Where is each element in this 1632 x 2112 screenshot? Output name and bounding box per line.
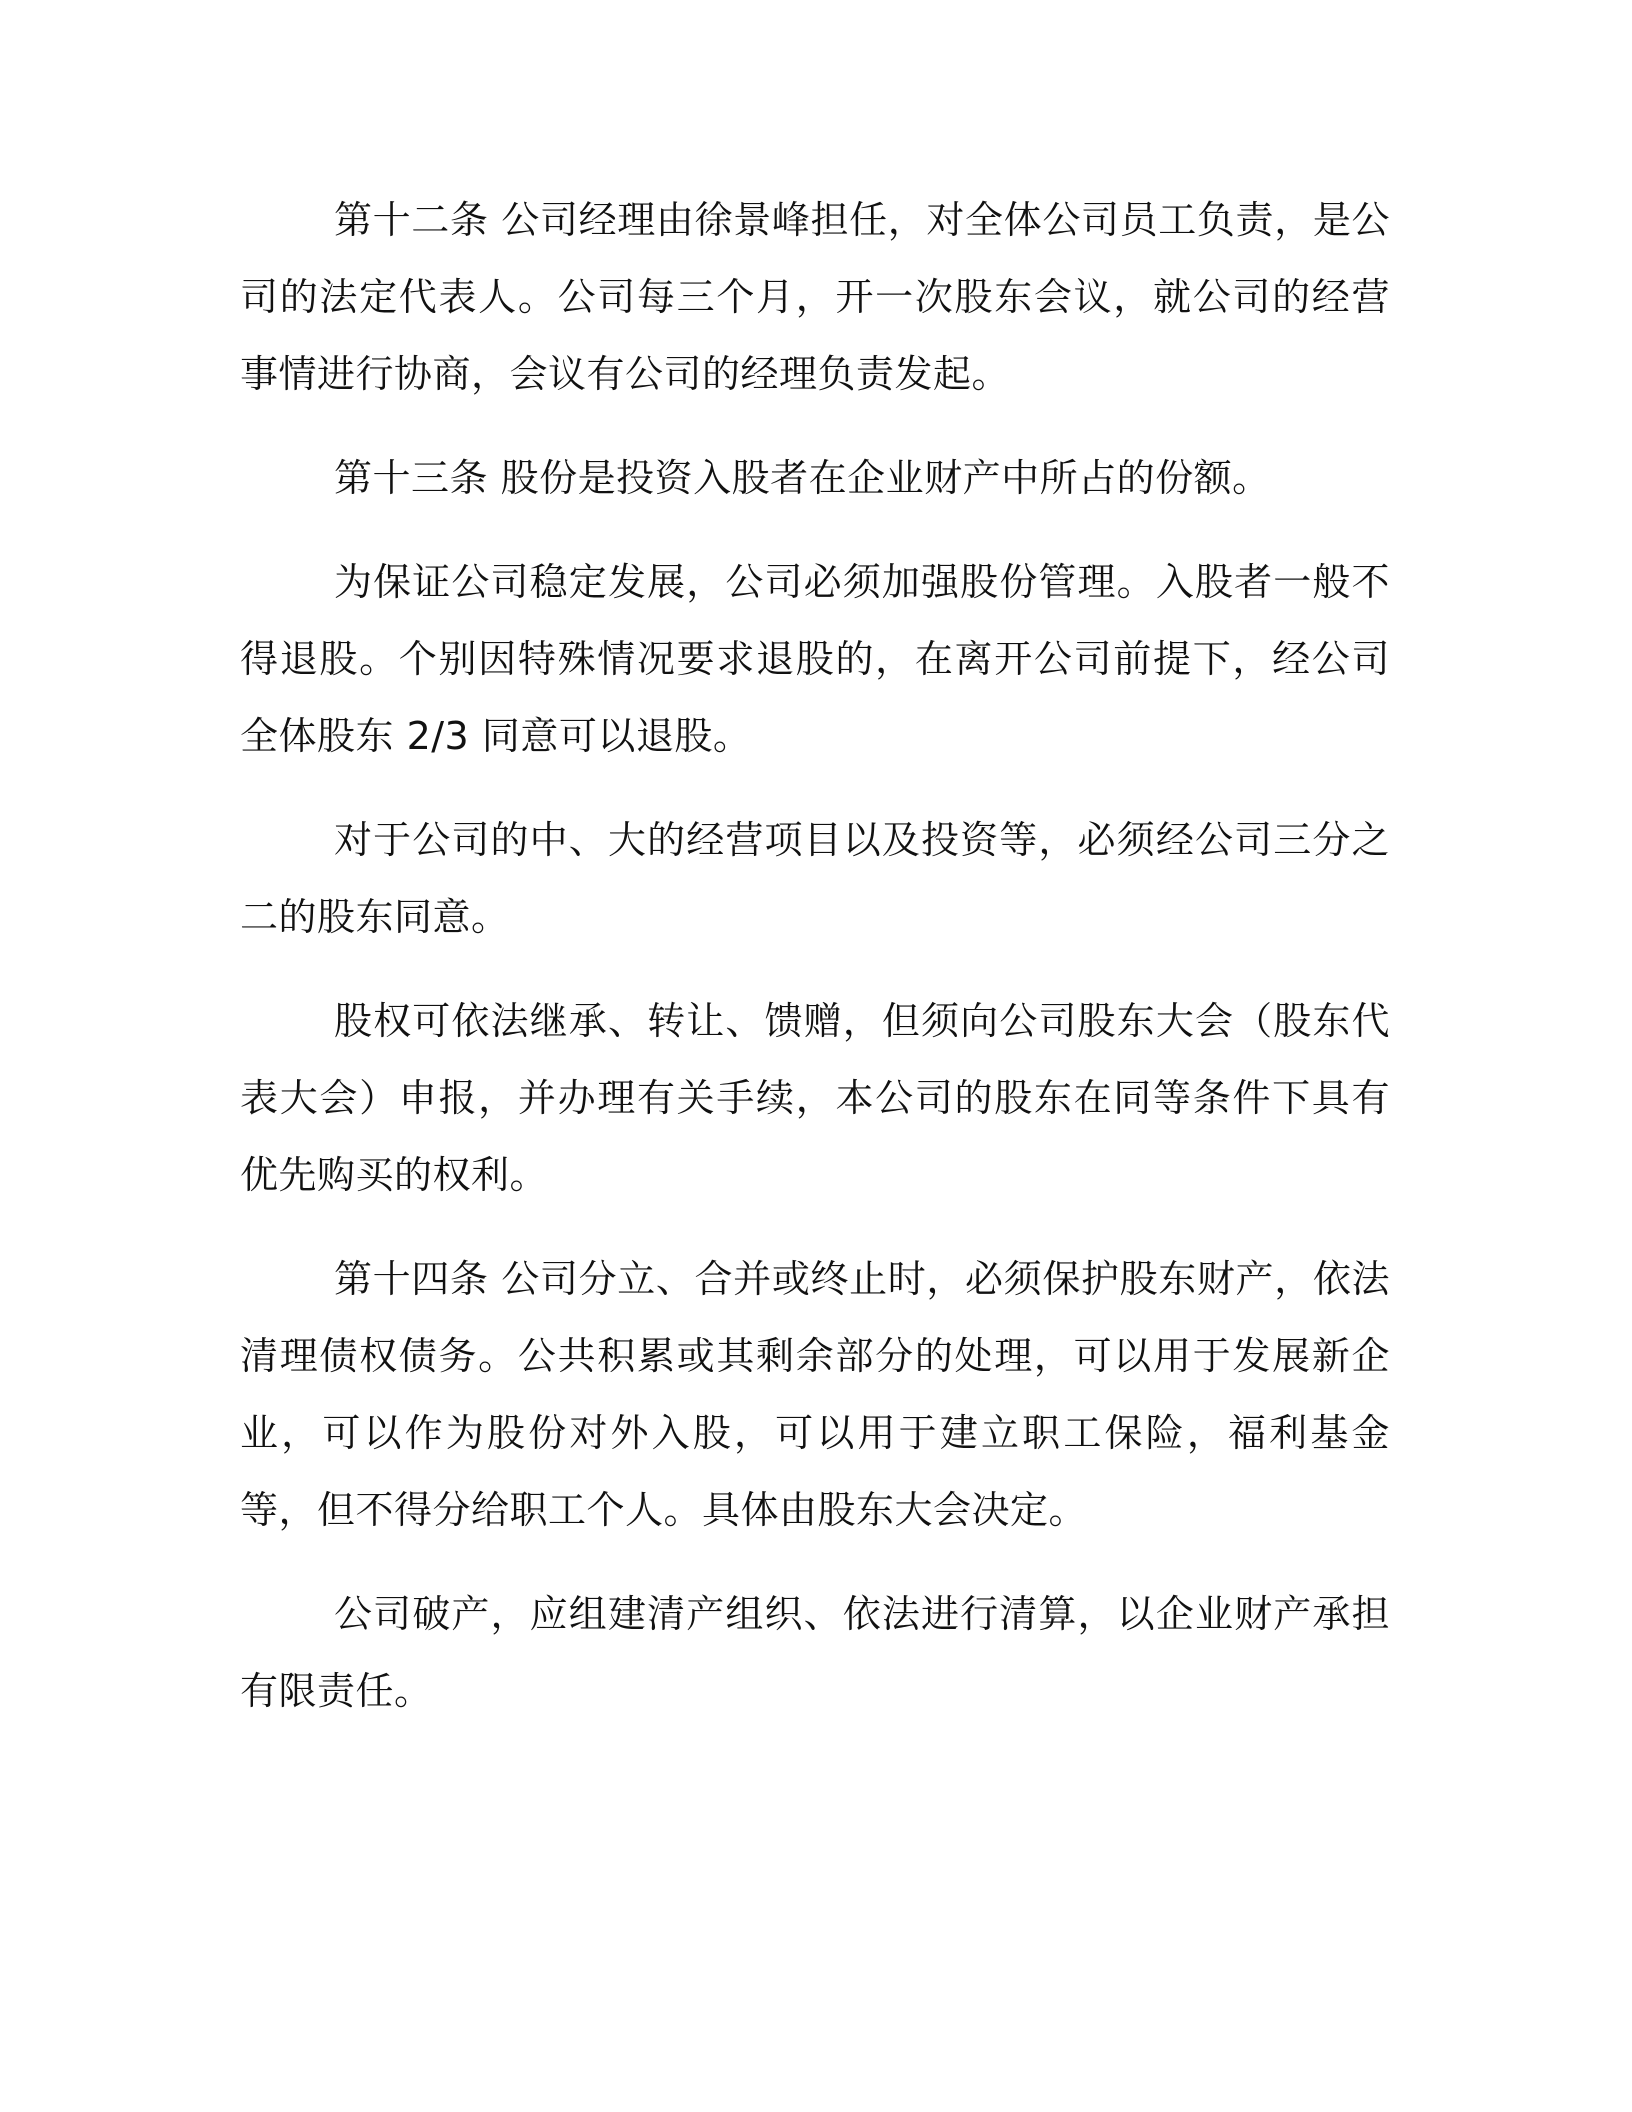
paragraph-share-management: 为保证公司稳定发展，公司必须加强股份管理。入股者一般不得退股。个别因特殊情况要求退股的，在离开公司前提下，经公司全体股东 2/3 同意可以退股。 — [240, 560, 1390, 758]
paragraph-article-12: 第十二条 公司经理由徐景峰担任，对全体公司员工负责，是公司的法定代表人。公司每三个月，开一次股东会议，就公司的经营事情进行协商，会议有公司的经理负责发起。 — [240, 198, 1390, 396]
paragraph-article-13: 第十三条 股份是投资入股者在企业财产中所占的份额。 — [334, 456, 1271, 500]
paragraph-major-projects: 对于公司的中、大的经营项目以及投资等，必须经公司三分之二的股东同意。 — [240, 818, 1390, 939]
paragraph-article-14: 第十四条 公司分立、合并或终止时，必须保护股东财产，依法清理债权债务。公共积累或其剩余部分的处理，可以用于发展新企业，可以作为股份对外入股，可以用于建立职工保险，福利基金等，但不得分给职工个人。具体由股东大会决定。 — [240, 1257, 1390, 1532]
document-body — [240, 182, 1390, 1757]
paragraph-equity-transfer: 股权可依法继承、转让、馈赠，但须向公司股东大会（股东代表大会）申报，并办理有关手续，本公司的股东在同等条件下具有优先购买的权利。 — [240, 999, 1390, 1197]
paragraph-bankruptcy: 公司破产，应组建清产组织、依法进行清算，以企业财产承担有限责任。 — [240, 1592, 1390, 1713]
